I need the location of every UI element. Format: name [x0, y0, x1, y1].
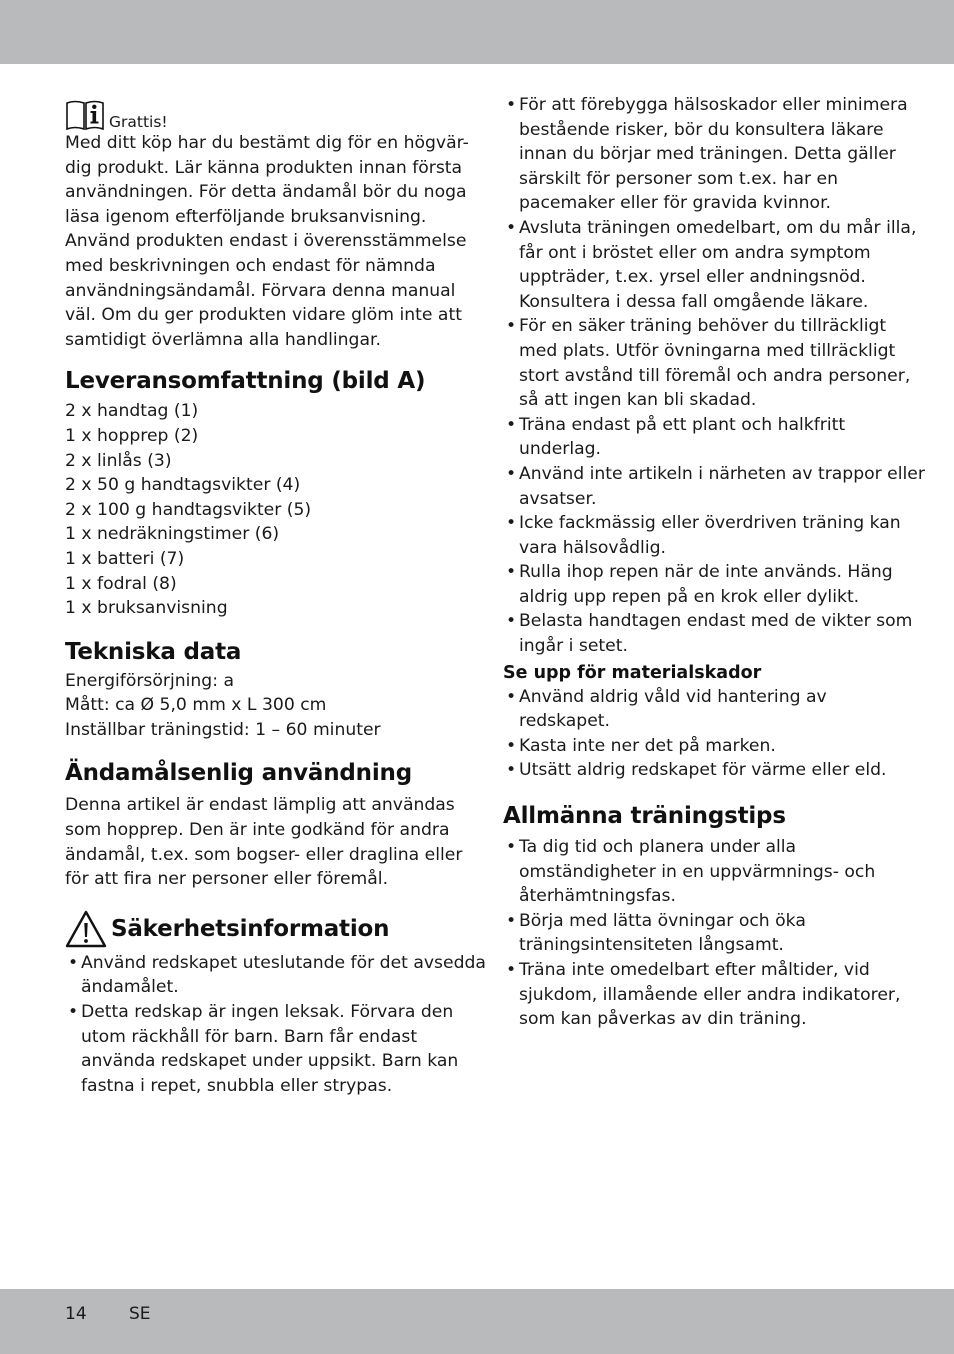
material-bullet-line: • Kasta inte ner det på marken.	[519, 735, 776, 756]
intro-line: väl. Om du ger produkten vidare glöm inte att	[65, 305, 462, 326]
tech-data-list	[65, 669, 460, 743]
scope-item: 1 x fodral (8)	[65, 573, 177, 594]
intro-line: användningsändamål. Förvara denna manual	[65, 280, 456, 301]
tips-bullet-line: omständigheter in en uppvärmnings- och	[519, 861, 876, 882]
intro-greeting: Grattis!	[109, 113, 168, 131]
safety-bullet-line: stort avstånd till föremål och andra personer,	[519, 365, 911, 386]
safety-bullet-line: • Använd inte artikeln i närheten av trappor eller	[519, 463, 925, 484]
safety-list-left	[65, 951, 486, 1099]
tips-bullet-line: träningsintensiteten långsamt.	[519, 935, 784, 956]
safety-heading-row	[65, 910, 460, 948]
tips-list	[503, 835, 901, 1032]
tips-bullet	[503, 909, 898, 958]
scope-list	[65, 399, 460, 620]
safety-bullet	[503, 609, 913, 658]
safety-bullet-line: • För en säker träning behöver du tillräckligt	[519, 316, 887, 337]
intro-line: användningen. För detta ändamål bör du noga	[65, 182, 467, 203]
use-line: ändamål, t.ex. som bogser- eller draglina eller	[65, 844, 463, 865]
material-list	[503, 685, 898, 783]
use-heading: Ändamålsenlig användning	[65, 760, 412, 787]
tips-bullet-line: som kan påverkas av din träning.	[519, 1009, 807, 1030]
safety-bullet-line: vara hälsovådlig.	[519, 537, 666, 558]
intro-line: samtidigt överlämna alla handlingar.	[65, 329, 381, 350]
scope-item: 1 x nedräkningstimer (6)	[65, 524, 280, 545]
safety-bullet	[503, 413, 898, 462]
safety-list-right	[503, 93, 925, 659]
safety-bullet-line: • Detta redskap är ingen leksak. Förvara den	[81, 1002, 454, 1023]
safety-heading: Säkerhetsinformation	[111, 915, 390, 942]
scope-item: 2 x 100 g handtagsvikter (5)	[65, 499, 312, 520]
safety-bullet-line: • Icke fackmässig eller överdriven träning kan	[519, 513, 901, 534]
material-bullet	[503, 734, 898, 759]
tips-heading: Allmänna träningstips	[503, 803, 786, 830]
safety-bullet	[503, 216, 917, 314]
safety-bullet-line: särskilt för personer som t.ex. har en	[519, 168, 839, 189]
tips-bullet	[503, 835, 898, 909]
safety-bullet	[503, 93, 908, 216]
safety-bullet	[503, 462, 925, 511]
use-line: för att fira ner personer eller föremål.	[65, 869, 389, 890]
tech-line: Inställbar träningstid: 1 – 60 minuter	[65, 719, 381, 740]
tips-bullet	[503, 958, 901, 1032]
safety-bullet	[503, 560, 898, 609]
safety-bullet-line: med plats. Utför övningarna med tillräckligt	[519, 340, 896, 361]
info-book-icon	[65, 99, 105, 131]
intro-header	[65, 96, 460, 131]
tips-bullet-line: återhämtningsfas.	[519, 886, 676, 907]
tips-bullet-line: • Börja med lätta övningar och öka	[519, 910, 806, 931]
scope-item: 2 x handtag (1)	[65, 401, 199, 422]
intro-paragraph	[65, 131, 469, 352]
safety-bullet-line: • Avsluta träningen omedelbart, om du mår illa,	[519, 217, 917, 238]
safety-bullet-line: använda redskapet under uppsikt. Barn kan	[81, 1051, 459, 1072]
material-bullet	[503, 685, 898, 734]
safety-bullet-line: ingår i setet.	[519, 636, 628, 657]
material-bullet-line: redskapet.	[519, 711, 610, 732]
safety-bullet	[65, 1000, 460, 1098]
intro-line: Använd produkten endast i överensstämmelse	[65, 231, 467, 252]
left-column	[65, 96, 486, 1098]
warning-triangle-icon	[65, 910, 107, 948]
safety-bullet-line: får ont i bröstet eller om andra symptom	[519, 242, 871, 263]
safety-bullet-line: innan du börjar med träningen. Detta gäller	[519, 144, 896, 165]
right-column	[503, 93, 925, 1032]
safety-bullet-line: bestående risker, bör du konsultera läkare	[519, 119, 884, 140]
language-code: SE	[129, 1304, 151, 1324]
page-number: 14	[65, 1304, 87, 1324]
safety-bullet-line: • Belasta handtagen endast med de vikter som	[519, 611, 913, 632]
tech-line: Mått: ca Ø 5,0 mm x L 300 cm	[65, 695, 327, 716]
tech-line: Energiförsörjning: a	[65, 670, 234, 691]
safety-bullet-line: Konsultera i dessa fall omgående läkare.	[519, 291, 869, 312]
tips-bullet-line: sjukdom, illamående eller andra indikatorer,	[519, 984, 901, 1005]
safety-bullet-line: fastna i repet, snubbla eller strypas.	[81, 1075, 393, 1096]
material-bullet-line: • Använd aldrig våld vid hantering av	[519, 686, 827, 707]
safety-bullet-line: uppträder, t.ex. yrsel eller andningsnöd.	[519, 267, 866, 288]
use-line: Denna artikel är endast lämplig att användas	[65, 795, 455, 816]
intro-line: med beskrivningen och endast för nämnda	[65, 255, 436, 276]
safety-bullet-line: aldrig upp repen på en krok eller dylikt.	[519, 586, 860, 607]
safety-bullet-line: • Träna endast på ett plant och halkfritt	[519, 414, 846, 435]
safety-bullet-line: så att ingen kan bli skadad.	[519, 390, 757, 411]
safety-bullet	[503, 511, 901, 560]
scope-item: 1 x hopprep (2)	[65, 425, 199, 446]
scope-item: 2 x 50 g handtagsvikter (4)	[65, 475, 301, 496]
material-heading: Se upp för materialskador	[503, 662, 762, 683]
intro-line: Med ditt köp har du bestämt dig för en högvär-	[65, 133, 469, 153]
tips-bullet-line: • Träna inte omedelbart efter måltider, vid	[519, 960, 870, 980]
tech-heading: Tekniska data	[65, 638, 242, 665]
safety-bullet-line: pacemaker eller för gravida kvinnor.	[519, 193, 832, 214]
safety-bullet	[65, 951, 486, 1000]
safety-bullet-line: utom räckhåll för barn. Barn får endast	[81, 1026, 418, 1047]
scope-heading: Leveransomfattning (bild A)	[65, 368, 426, 395]
safety-bullet-line: avsatser.	[519, 488, 597, 509]
scope-item: 1 x batteri (7)	[65, 548, 185, 569]
material-bullet-line: • Utsätt aldrig redskapet för värme eller eld.	[519, 760, 887, 781]
scope-item: 1 x bruksanvisning	[65, 598, 228, 619]
use-line: som hopprep. Den är inte godkänd för andra	[65, 820, 450, 841]
safety-bullet	[503, 314, 911, 412]
safety-bullet-line: • För att förebygga hälsoskador eller minimera	[519, 95, 908, 115]
material-bullet	[503, 758, 898, 783]
safety-bullet-line: ändamålet.	[81, 977, 179, 998]
tips-bullet-line: • Ta dig tid och planera under alla	[519, 837, 797, 858]
intro-line: läsa igenom efterföljande bruksanvisning.	[65, 206, 427, 227]
use-paragraph	[65, 793, 463, 891]
intro-line: dig produkt. Lär känna produkten innan första	[65, 157, 463, 178]
header-band	[0, 0, 954, 64]
scope-item: 2 x linlås (3)	[65, 450, 172, 471]
safety-bullet-line: • Använd redskapet uteslutande för det avsedda	[81, 952, 486, 973]
safety-bullet-line: • Rulla ihop repen när de inte används. Häng	[519, 562, 893, 583]
safety-bullet-line: underlag.	[519, 439, 602, 460]
